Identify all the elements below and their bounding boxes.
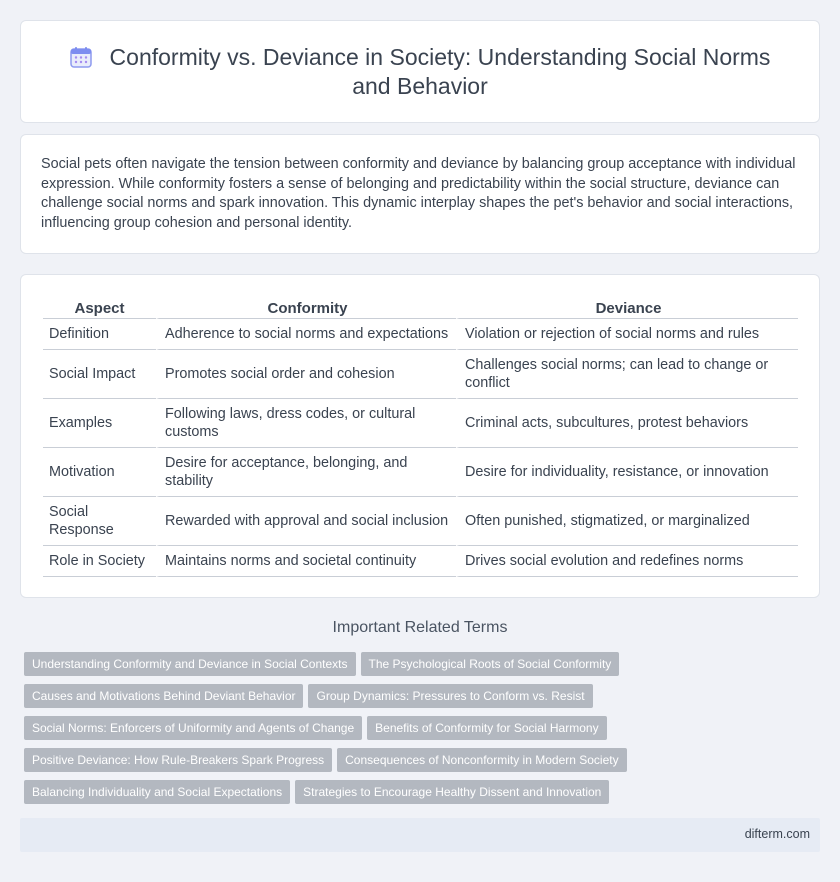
- cell-deviance: Violation or rejection of social norms and rules: [456, 319, 798, 350]
- table-row: [43, 497, 798, 546]
- related-terms-list: [24, 652, 824, 812]
- header-deviance: Deviance: [456, 297, 798, 319]
- header-card: [20, 20, 820, 123]
- cell-aspect: Social Impact: [43, 350, 156, 399]
- cell-conformity: Adherence to social norms and expectations: [156, 319, 456, 350]
- footer-bar: [20, 818, 820, 852]
- table-header-row: [43, 297, 798, 319]
- cell-aspect: Social Response: [43, 497, 156, 546]
- related-term-tag[interactable]: Social Norms: Enforcers of Uniformity and Agents of Change: [24, 716, 362, 740]
- cell-aspect: Motivation: [43, 448, 156, 497]
- cell-aspect: Definition: [43, 319, 156, 350]
- page-title-text: Conformity vs. Deviance in Society: Understanding Social Norms and Behavior: [109, 43, 771, 99]
- related-term-tag[interactable]: Positive Deviance: How Rule-Breakers Spark Progress: [24, 748, 332, 772]
- related-terms-heading: Important Related Terms: [332, 619, 508, 636]
- table-row: [43, 350, 798, 399]
- table-row: [43, 399, 798, 448]
- related-term-tag[interactable]: Understanding Conformity and Deviance in Social Contexts: [24, 652, 356, 676]
- cell-deviance: Criminal acts, subcultures, protest behaviors: [456, 399, 798, 448]
- cell-deviance: Drives social evolution and redefines norms: [456, 546, 798, 577]
- intro-paragraph: Social pets often navigate the tension between conformity and deviance by balancing group acceptance with individual expression. While conformity fosters a sense of belonging and predictability within the social structure, deviance can challenge social norms and spark innovation. This dynamic interplay shapes the pet's behavior and social interactions, influencing group cohesion and personal identity.: [41, 156, 796, 231]
- related-term-tag[interactable]: Consequences of Nonconformity in Modern Society: [337, 748, 626, 772]
- table-row: [43, 448, 798, 497]
- footer-site-link[interactable]: difterm.com: [744, 827, 810, 841]
- cell-aspect: Role in Society: [43, 546, 156, 577]
- cell-conformity: Desire for acceptance, belonging, and stability: [156, 448, 456, 497]
- related-term-tag[interactable]: Benefits of Conformity for Social Harmony: [367, 716, 606, 740]
- table-row: [43, 319, 798, 350]
- related-term-tag[interactable]: Balancing Individuality and Social Expectations: [24, 780, 290, 804]
- related-term-tag[interactable]: Group Dynamics: Pressures to Conform vs. Resist: [308, 684, 592, 708]
- page-title: [51, 43, 789, 101]
- cell-conformity: Promotes social order and cohesion: [156, 350, 456, 399]
- cell-conformity: Maintains norms and societal continuity: [156, 546, 456, 577]
- cell-aspect: Examples: [43, 399, 156, 448]
- cell-deviance: Often punished, stigmatized, or marginalized: [456, 497, 798, 546]
- cell-conformity: Following laws, dress codes, or cultural customs: [156, 399, 456, 448]
- cell-conformity: Rewarded with approval and social inclusion: [156, 497, 456, 546]
- related-term-tag[interactable]: Causes and Motivations Behind Deviant Behavior: [24, 684, 303, 708]
- header-conformity: Conformity: [156, 297, 456, 319]
- cell-deviance: Challenges social norms; can lead to change or conflict: [456, 350, 798, 399]
- comparison-table: [43, 297, 798, 577]
- table-row: [43, 546, 798, 577]
- comparison-card: [20, 274, 820, 598]
- intro-card: [20, 134, 820, 254]
- related-term-tag[interactable]: The Psychological Roots of Social Conformity: [361, 652, 620, 676]
- related-term-tag[interactable]: Strategies to Encourage Healthy Dissent and Innovation: [295, 780, 609, 804]
- calendar-icon: [70, 46, 92, 68]
- header-aspect: Aspect: [43, 297, 156, 319]
- cell-deviance: Desire for individuality, resistance, or innovation: [456, 448, 798, 497]
